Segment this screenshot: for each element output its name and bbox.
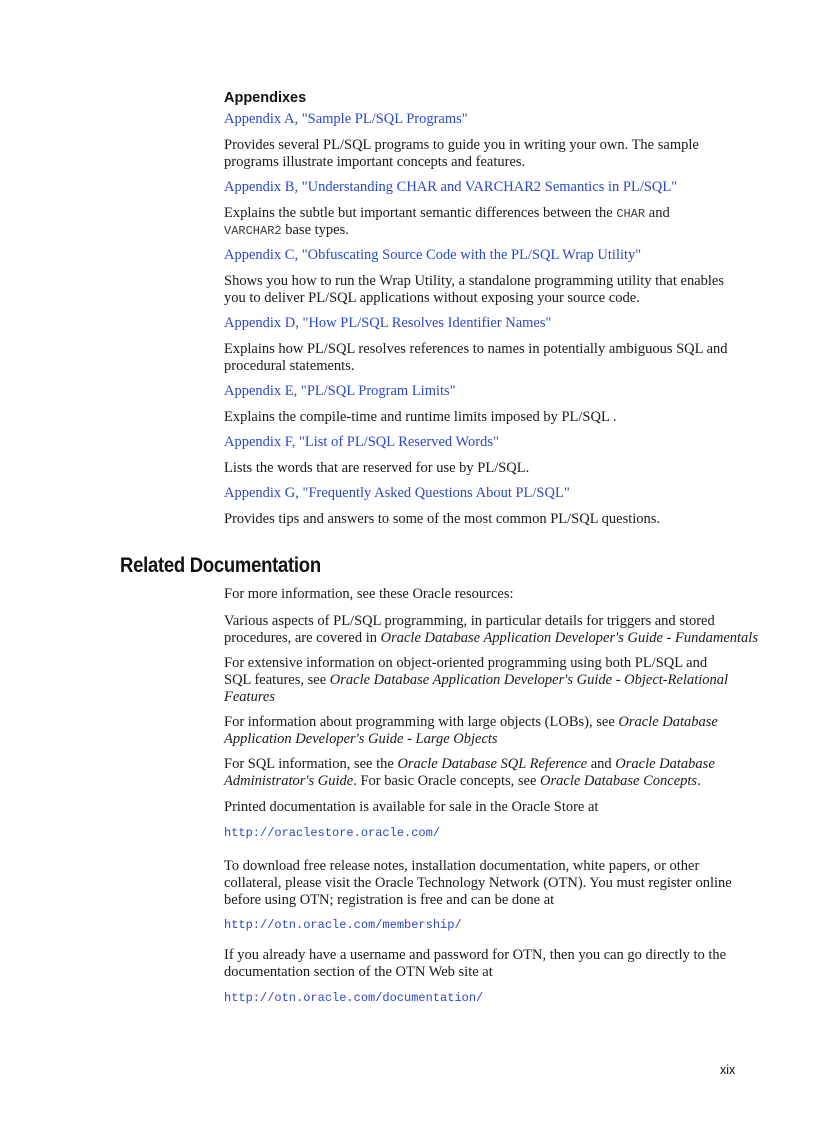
page-number: xix xyxy=(720,1063,736,1077)
related-intro: For more information, see these Oracle resources: xyxy=(224,586,514,602)
appendix-e-desc: Explains the compile-time and runtime limits imposed by PL/SQL . xyxy=(224,409,617,425)
appendix-b-desc-line1: Explains the subtle but important semantic differences between the CHAR and xyxy=(224,205,670,221)
otn-membership-url-link[interactable]: http://otn.oracle.com/membership/ xyxy=(224,918,462,932)
book-title-large-objects: Application Developer's Guide - Large Objects xyxy=(224,731,498,747)
related-p2-line1: For extensive information on object-oriented programming using both PL/SQL and xyxy=(224,655,708,671)
appendix-b-desc-line2: VARCHAR2 base types. xyxy=(224,222,349,238)
related-p2-line2: SQL features, see Oracle Database Application Developer's Guide - Object-Relational xyxy=(224,672,729,688)
book-title-sql-reference: Oracle Database SQL Reference xyxy=(397,756,588,772)
related-p4-line1: For SQL information, see the Oracle Database SQL Reference and Oracle Database xyxy=(224,756,715,772)
related-p3-line2 xyxy=(224,731,498,748)
appendix-d-link[interactable]: Appendix D, "How PL/SQL Resolves Identifier Names" xyxy=(224,315,552,331)
related-p6-line2: collateral, please visit the Oracle Technology Network (OTN). You must register online xyxy=(224,875,732,891)
oraclestore-url-link[interactable]: http://oraclestore.oracle.com/ xyxy=(224,826,441,840)
appendixes-heading: Appendixes xyxy=(224,90,307,106)
related-p7-line2: documentation section of the OTN Web site at xyxy=(224,964,493,980)
related-p4-line2: Administrator's Guide. For basic Oracle concepts, see Oracle Database Concepts. xyxy=(224,773,701,789)
book-title-concepts: Oracle Database Concepts xyxy=(540,773,698,789)
appendix-c-desc-line1: Shows you how to run the Wrap Utility, a standalone programming utility that enables xyxy=(224,273,724,289)
appendix-b-link[interactable]: Appendix B, "Understanding CHAR and VARCHAR2 Semantics in PL/SQL" xyxy=(224,179,678,195)
related-p5: Printed documentation is available for sale in the Oracle Store at xyxy=(224,799,599,815)
book-title-administrators-guide: Administrator's Guide xyxy=(224,773,354,789)
appendix-a-desc-line1: Provides several PL/SQL programs to guide you in writing your own. The sample xyxy=(224,137,699,153)
book-title-object-relational: Oracle Database Application Developer's Guide - Object-Relational xyxy=(329,672,729,688)
appendix-g-link[interactable]: Appendix G, "Frequently Asked Questions About PL/SQL" xyxy=(224,485,570,501)
appendix-a-link[interactable]: Appendix A, "Sample PL/SQL Programs" xyxy=(224,111,468,127)
appendix-c-desc-line2: you to deliver PL/SQL applications without exposing your source code. xyxy=(224,290,640,306)
related-p7-line1: If you already have a username and password for OTN, then you can go directly to the xyxy=(224,947,727,963)
code-char: CHAR xyxy=(616,207,646,221)
related-p1-line2: procedures, are covered in Oracle Database Application Developer's Guide - Fundamentals xyxy=(224,630,758,646)
appendix-f-link[interactable]: Appendix F, "List of PL/SQL Reserved Words" xyxy=(224,434,499,450)
appendix-a-desc-line2: programs illustrate important concepts and features. xyxy=(224,154,526,170)
related-p1-line1: Various aspects of PL/SQL programming, in particular details for triggers and stored xyxy=(224,613,715,629)
appendix-d-desc-line2: procedural statements. xyxy=(224,358,355,374)
related-p3-line1: For information about programming with large objects (LOBs), see Oracle Database xyxy=(224,714,718,730)
appendix-d-desc-line1: Explains how PL/SQL resolves references to names in potentially ambiguous SQL and xyxy=(224,341,728,357)
appendix-c-link[interactable]: Appendix C, "Obfuscating Source Code with the PL/SQL Wrap Utility" xyxy=(224,247,642,263)
appendix-f-desc: Lists the words that are reserved for use by PL/SQL. xyxy=(224,460,530,476)
related-documentation-heading: Related Documentation xyxy=(120,554,321,577)
otn-documentation-url-link[interactable]: http://otn.oracle.com/documentation/ xyxy=(224,991,484,1005)
code-varchar2: VARCHAR2 xyxy=(224,224,282,238)
book-title-fundamentals: Oracle Database Application Developer's Guide - Fundamentals xyxy=(380,630,758,646)
related-p2-line3: Features xyxy=(224,689,276,705)
appendix-g-desc: Provides tips and answers to some of the most common PL/SQL questions. xyxy=(224,511,661,527)
related-p6-line3: before using OTN; registration is free and can be done at xyxy=(224,892,555,908)
appendix-e-link[interactable]: Appendix E, "PL/SQL Program Limits" xyxy=(224,383,456,399)
related-p6-line1: To download free release notes, installation documentation, white papers, or other xyxy=(224,858,700,874)
